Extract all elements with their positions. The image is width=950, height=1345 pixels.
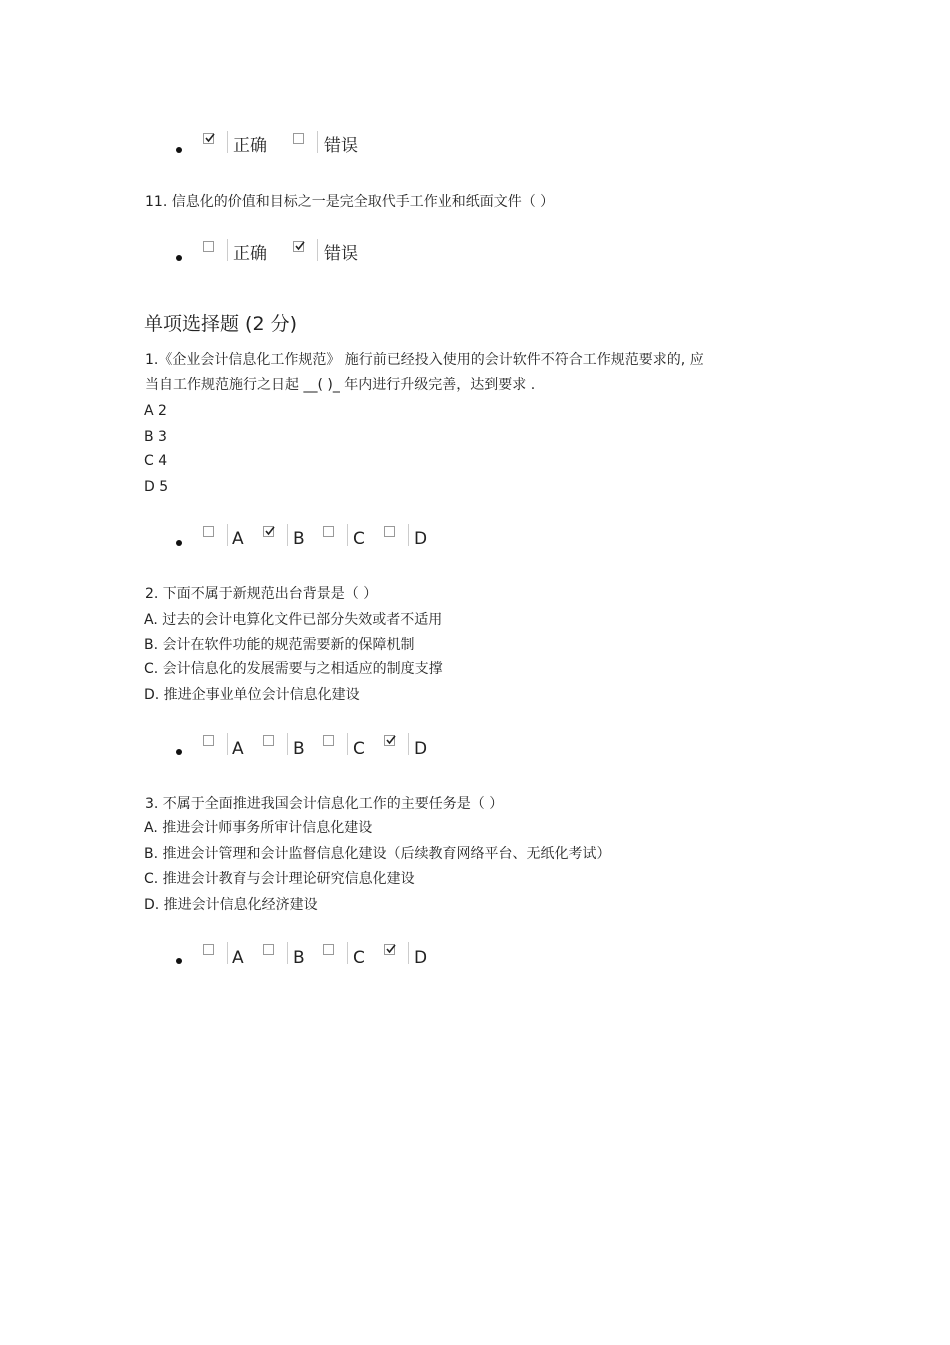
checkbox-correct[interactable]: [203, 133, 214, 144]
check-icon: [264, 526, 275, 537]
mc1-question-line2: 当自工作规范施行之日起 __( )_ 年内进行升级完善，达到要求 .: [145, 377, 536, 393]
checkbox-wrong[interactable]: [293, 241, 304, 252]
option-label-correct: 正确: [233, 136, 267, 156]
mc3-choice-b: B: [293, 948, 305, 968]
mc1-checkbox-c[interactable]: [323, 526, 334, 537]
divider: [227, 524, 228, 546]
divider: [347, 942, 348, 964]
mc3-option-b: B. 推进会计管理和会计监督信息化建设（后续教育网络平台、无纸化考试）: [144, 846, 611, 862]
section-title: 单项选择题 (2 分): [144, 313, 297, 335]
mc2-checkbox-a[interactable]: [203, 735, 214, 746]
mc2-choice-b: B: [293, 739, 305, 759]
mc2-choice-c: C: [353, 739, 365, 759]
divider: [347, 524, 348, 546]
mc3-option-a: A. 推进会计师事务所审计信息化建设: [144, 820, 373, 836]
mc3-checkbox-d[interactable]: [384, 944, 395, 955]
mc2-question: 2. 下面不属于新规范出台背景是（ ）: [145, 586, 378, 602]
divider: [287, 733, 288, 755]
divider: [317, 239, 318, 261]
option-label-wrong: 错误: [324, 136, 358, 156]
divider: [227, 733, 228, 755]
mc1-choice-a: A: [232, 529, 244, 549]
mc1-option-d: D 5: [144, 479, 169, 495]
list-bullet: [176, 749, 182, 755]
mc2-choice-a: A: [232, 739, 244, 759]
divider: [227, 131, 228, 153]
list-bullet: [176, 255, 182, 261]
divider: [227, 239, 228, 261]
mc3-option-c: C. 推进会计教育与会计理论研究信息化建设: [144, 871, 415, 887]
mc2-option-a: A. 过去的会计电算化文件已部分失效或者不适用: [144, 612, 443, 628]
mc2-option-d: D. 推进企事业单位会计信息化建设: [144, 687, 360, 703]
divider: [227, 942, 228, 964]
mc1-choice-b: B: [293, 529, 305, 549]
check-icon: [294, 241, 305, 252]
list-bullet: [176, 147, 182, 153]
mc3-checkbox-b[interactable]: [263, 944, 274, 955]
option-label-wrong: 错误: [324, 244, 358, 264]
mc2-option-c: C. 会计信息化的发展需要与之相适应的制度支撑: [144, 661, 443, 677]
checkbox-wrong[interactable]: [293, 133, 304, 144]
mc1-checkbox-d[interactable]: [384, 526, 395, 537]
check-icon: [385, 735, 396, 746]
mc1-option-b: B 3: [144, 429, 167, 445]
list-bullet: [176, 958, 182, 964]
mc3-choice-d: D: [414, 948, 428, 968]
checkbox-correct[interactable]: [203, 241, 214, 252]
option-label-correct: 正确: [233, 244, 267, 264]
check-icon: [204, 133, 215, 144]
mc1-checkbox-a[interactable]: [203, 526, 214, 537]
mc1-question-line1: 1.《企业会计信息化工作规范》 施行前已经投入使用的会计软件不符合工作规范要求的, 应: [145, 352, 704, 368]
divider: [408, 733, 409, 755]
divider: [317, 131, 318, 153]
mc3-checkbox-a[interactable]: [203, 944, 214, 955]
mc2-checkbox-b[interactable]: [263, 735, 274, 746]
mc1-option-a: A 2: [144, 403, 167, 419]
check-icon: [385, 944, 396, 955]
mc3-option-d: D. 推进会计信息化经济建设: [144, 897, 318, 913]
list-bullet: [176, 540, 182, 546]
mc3-choice-a: A: [232, 948, 244, 968]
question-11-text: 11. 信息化的价值和目标之一是完全取代手工作业和纸面文件（ ）: [145, 194, 555, 210]
mc2-checkbox-c[interactable]: [323, 735, 334, 746]
mc1-option-c: C 4: [144, 453, 168, 469]
mc1-checkbox-b[interactable]: [263, 526, 274, 537]
divider: [287, 524, 288, 546]
mc1-choice-d: D: [414, 529, 428, 549]
mc2-checkbox-d[interactable]: [384, 735, 395, 746]
mc2-choice-d: D: [414, 739, 428, 759]
mc3-choice-c: C: [353, 948, 365, 968]
divider: [347, 733, 348, 755]
mc1-choice-c: C: [353, 529, 365, 549]
divider: [408, 942, 409, 964]
divider: [408, 524, 409, 546]
mc3-question: 3. 不属于全面推进我国会计信息化工作的主要任务是（ ）: [145, 796, 504, 812]
mc2-option-b: B. 会计在软件功能的规范需要新的保障机制: [144, 637, 415, 653]
divider: [287, 942, 288, 964]
mc3-checkbox-c[interactable]: [323, 944, 334, 955]
